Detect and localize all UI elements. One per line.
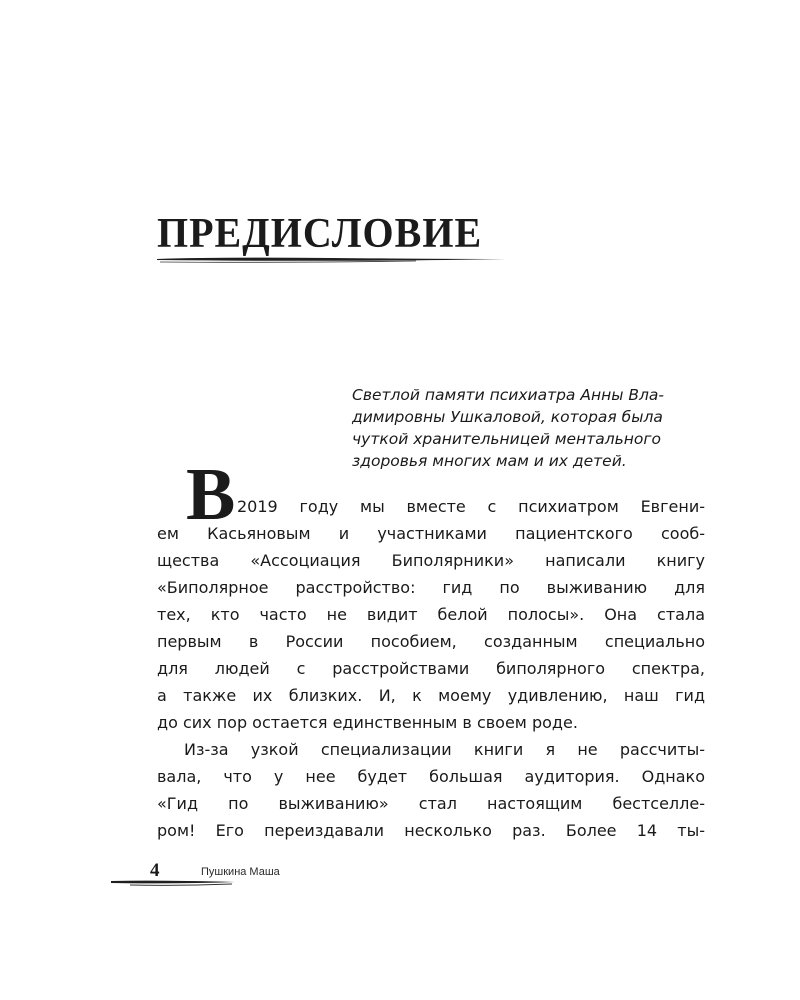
drop-cap: В bbox=[186, 454, 236, 536]
text-line: вала, что у нее будет большая аудитория. Однако bbox=[157, 767, 705, 786]
text-line: 2019 году мы вместе с психиатром Евгени- bbox=[237, 497, 705, 516]
epigraph-line: Светлой памяти психиатра Анны Вла- bbox=[352, 386, 665, 404]
epigraph-line: здоровья многих мам и их детей. bbox=[352, 452, 627, 470]
text-line: а также их близких. И, к моему удивлению, наш гид bbox=[157, 686, 705, 705]
text-line: до сих пор остается единственным в своем роде. bbox=[157, 713, 578, 732]
epigraph-line: чуткой хранительницей ментального bbox=[352, 430, 662, 448]
text-line: тех, кто часто не видит белой полосы». Она стала bbox=[157, 605, 705, 624]
text-line: первым в России пособием, созданным специально bbox=[157, 632, 705, 651]
page-number: 4 bbox=[150, 860, 160, 881]
chapter-title: ПРЕДИСЛОВИЕ bbox=[157, 209, 483, 257]
text-line: ем Касьяновым и участниками пациентского сооб- bbox=[157, 524, 705, 543]
text-line: «Гид по выживанию» стал настоящим бестселле- bbox=[157, 794, 705, 813]
epigraph-line: димировны Ушкаловой, которая была bbox=[352, 408, 663, 426]
heading-underline bbox=[156, 254, 508, 264]
running-head: Пушкина Маша bbox=[201, 866, 280, 878]
text-line: ром! Его переиздавали несколько раз. Более 14 ты- bbox=[157, 821, 705, 840]
text-line: Из-за узкой специализации книги я не рассчиты- bbox=[184, 740, 705, 759]
text-line: щества «Ассоциация Биполярники» написали книгу bbox=[157, 551, 705, 570]
footer-rule bbox=[110, 878, 240, 888]
text-line: для людей с расстройствами биполярного спектра, bbox=[157, 659, 705, 678]
epigraph bbox=[352, 384, 712, 472]
text-line: «Биполярное расстройство: гид по выживанию для bbox=[157, 578, 705, 597]
